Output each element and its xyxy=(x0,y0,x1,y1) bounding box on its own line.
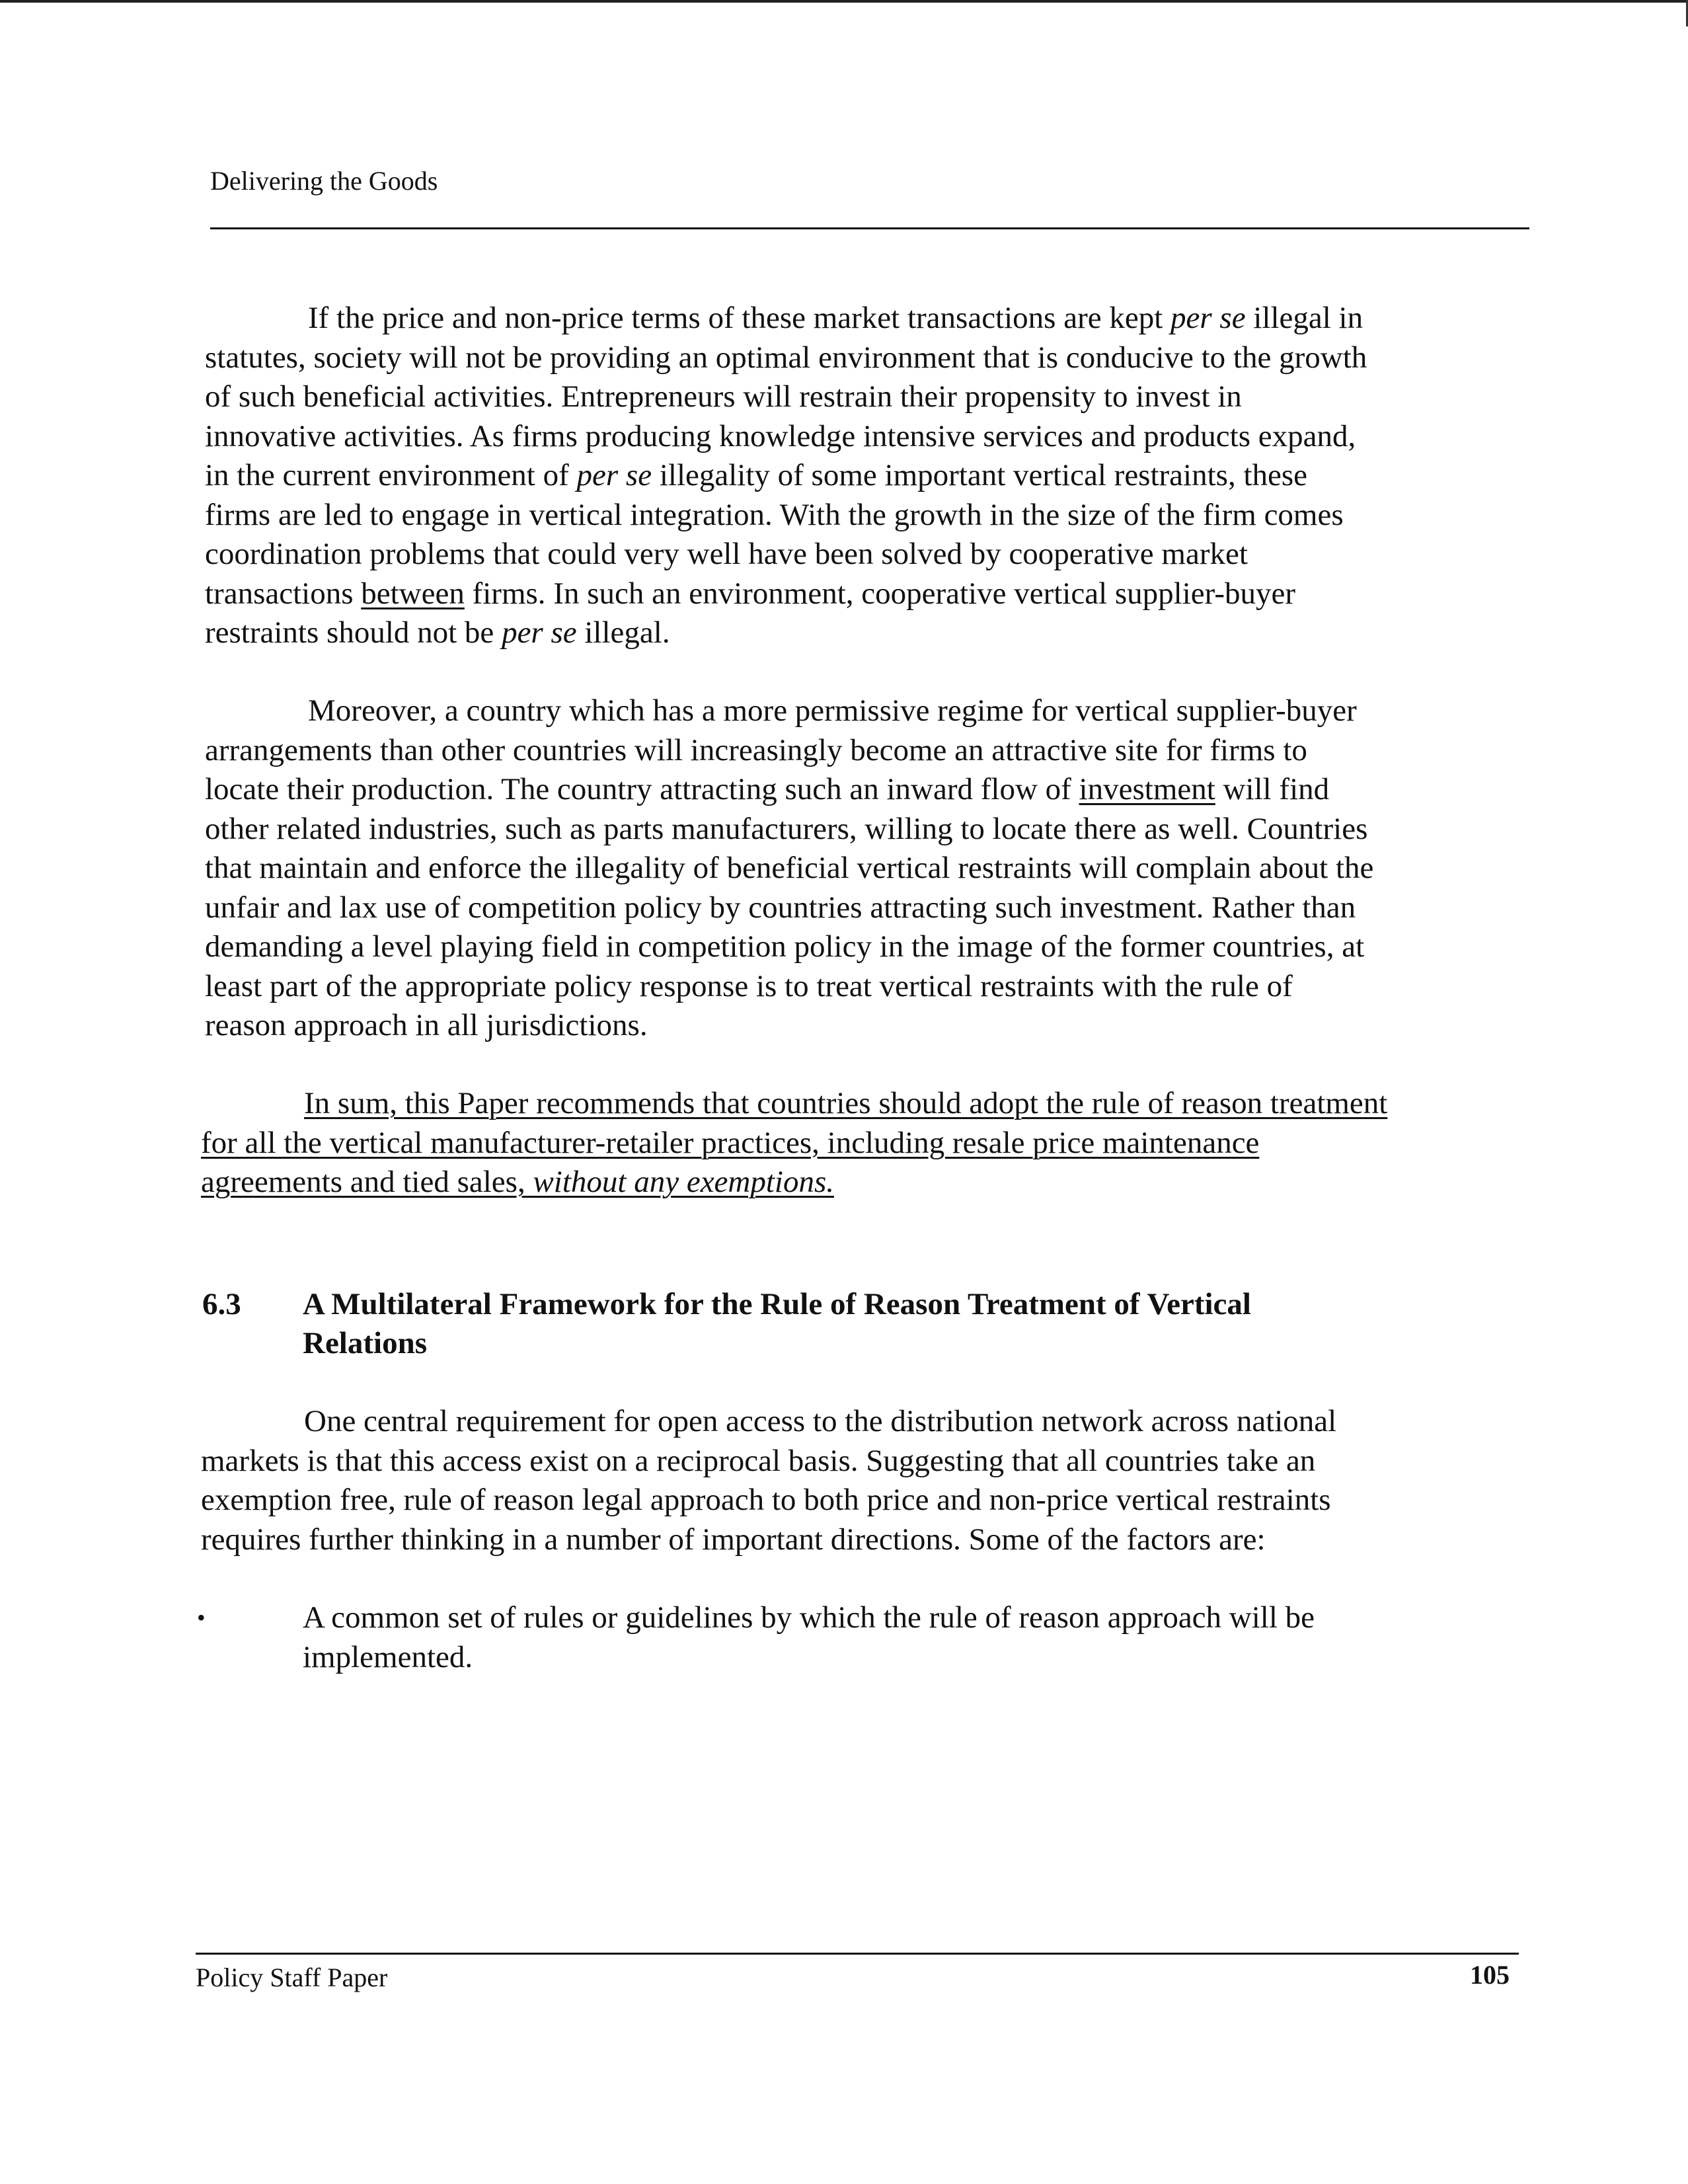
paragraph-1-line-5: in the current environment of per se illegality of some important vertical restraints, these xyxy=(205,458,1308,492)
paragraph-4-line-2: markets is that this access exist on a reciprocal basis. Suggesting that all countries take an xyxy=(201,1443,1316,1478)
paragraph-2-line-5: that maintain and enforce the illegality of beneficial vertical restraints will complain about the xyxy=(205,851,1374,885)
paragraph-1 xyxy=(205,299,1520,653)
paragraph-3-line-2: for all the vertical manufacturer-retailer practices, including resale price maintenance xyxy=(201,1125,1260,1160)
running-head: Delivering the Goods xyxy=(210,166,438,196)
footer-rule xyxy=(196,1953,1519,1955)
paragraph-4-line-4: requires further thinking in a number of important directions. Some of the factors are: xyxy=(201,1522,1266,1557)
paragraph-2-line-2: arrangements than other countries will increasingly become an attractive site for firms to xyxy=(205,732,1307,767)
paragraph-1-line-6: firms are led to engage in vertical integration. With the growth in the size of the firm comes xyxy=(205,497,1344,532)
paragraph-2-line-1: Moreover, a country which has a more permissive regime for vertical supplier-buyer xyxy=(308,693,1357,728)
paragraph-2-line-9: reason approach in all jurisdictions. xyxy=(205,1008,648,1042)
header-rule xyxy=(210,227,1529,229)
bullet-icon: • xyxy=(197,1604,206,1631)
paragraph-2-line-6: unfair and lax use of competition policy by countries attracting such investment. Rather than xyxy=(205,890,1356,925)
bullet-item-line-2: implemented. xyxy=(303,1639,473,1674)
paragraph-3-line-3: agreements and tied sales, without any exemptions. xyxy=(201,1165,835,1199)
paragraph-2-line-3: locate their production. The country attracting such an inward flow of investment will find xyxy=(205,772,1330,806)
page-number: 105 xyxy=(1470,1960,1510,1990)
paragraph-2-line-8: least part of the appropriate policy response is to treat vertical restraints with the rule of xyxy=(205,968,1293,1003)
paragraph-1-line-8: transactions between firms. In such an environment, cooperative vertical supplier-buyer xyxy=(205,576,1296,611)
footer-publication: Policy Staff Paper xyxy=(196,1963,388,1992)
paragraph-1-line-1: If the price and non-price terms of these market transactions are kept per se illegal in xyxy=(308,301,1363,335)
paragraph-1-line-9: restraints should not be per se illegal. xyxy=(205,615,670,650)
scan-edge-top xyxy=(0,0,1688,3)
paragraph-1-line-3: of such beneficial activities. Entrepreneurs will restrain their propensity to invest in xyxy=(205,379,1242,414)
bullet-item-line-1: A common set of rules or guidelines by which the rule of reason approach will be xyxy=(303,1600,1315,1635)
paragraph-3-line-1: In sum, this Paper recommends that countries should adopt the rule of reason treatment xyxy=(304,1086,1388,1120)
paragraph-1-line-7: coordination problems that could very well have been solved by cooperative market xyxy=(205,537,1248,571)
paragraph-4 xyxy=(201,1402,1516,1559)
paragraph-2 xyxy=(205,691,1520,1046)
paragraph-4-line-3: exemption free, rule of reason legal approach to both price and non-price vertical restraints xyxy=(201,1483,1331,1517)
paragraph-3-recommendation xyxy=(201,1084,1516,1202)
paragraph-1-line-4: innovative activities. As firms producing knowledge intensive services and products expand, xyxy=(205,418,1356,453)
section-title xyxy=(303,1285,1492,1363)
paragraph-1-line-2: statutes, society will not be providing an optimal environment that is conducive to the growth xyxy=(205,340,1367,375)
paragraph-2-line-4: other related industries, such as parts manufacturers, willing to locate there as well. Countries xyxy=(205,811,1368,846)
bullet-item-text xyxy=(303,1598,1519,1677)
paragraph-4-line-1: One central requirement for open access to the distribution network across national xyxy=(304,1404,1337,1438)
paragraph-2-line-7: demanding a level playing field in competition policy in the image of the former countries, at xyxy=(205,929,1365,964)
section-number: 6.3 xyxy=(202,1287,241,1321)
section-title-line-1: A Multilateral Framework for the Rule of Reason Treatment of Vertical xyxy=(303,1287,1251,1321)
section-title-line-2: Relations xyxy=(303,1326,427,1360)
